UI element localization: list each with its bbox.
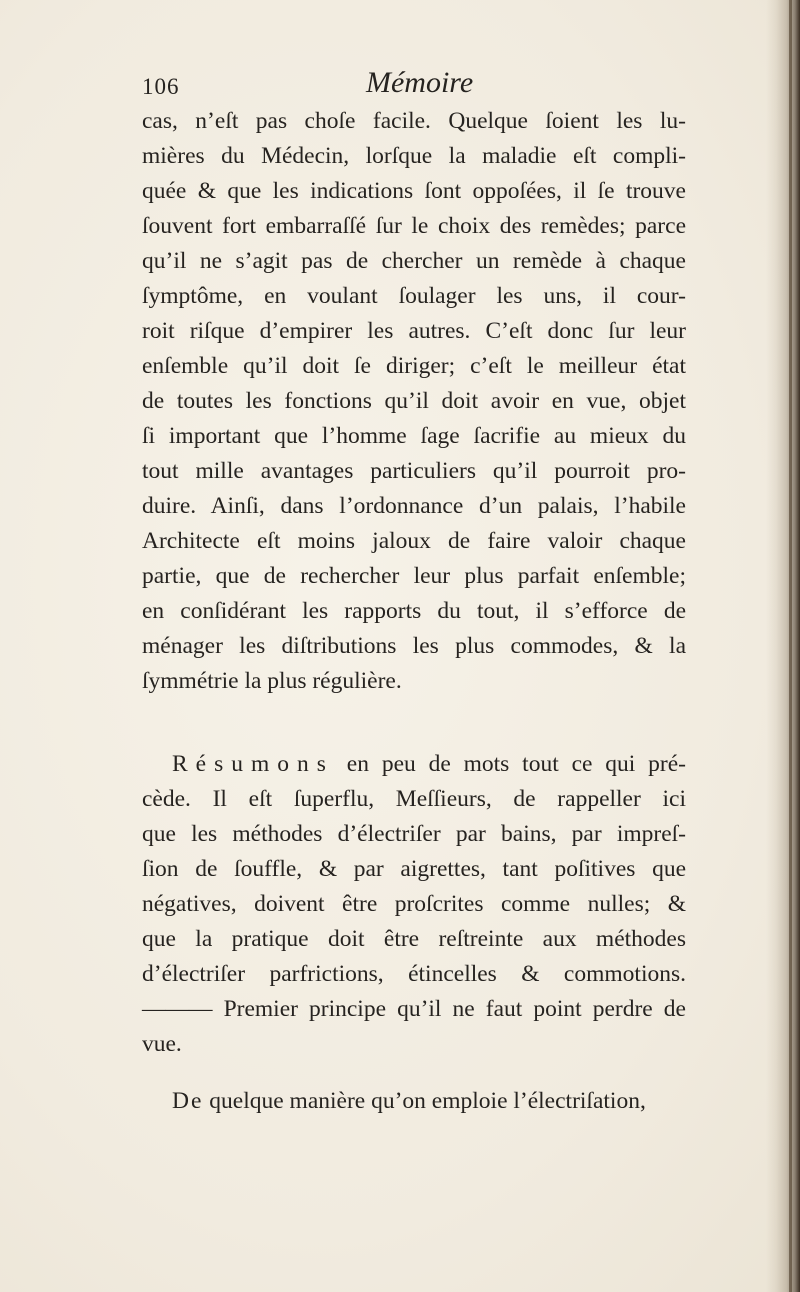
text-line: ménager les diſtributions les plus commodes, & la xyxy=(142,633,686,659)
paragraph-1 xyxy=(142,104,686,699)
page-header xyxy=(142,66,682,106)
paragraph-lead-word: De xyxy=(172,1088,204,1114)
text-line-first xyxy=(142,1084,686,1119)
text-line-rest: en peu de mots tout ce qui pré- xyxy=(333,751,686,777)
paragraph-2 xyxy=(142,747,686,1062)
text-line: ſymptôme, en voulant ſoulager les uns, il cour- xyxy=(142,283,686,309)
running-head: Mémoire xyxy=(366,66,474,99)
text-line: de toutes les fonctions qu’il doit avoir en vue, objet xyxy=(142,388,686,414)
text-line: ——— Premier principe qu’il ne faut point perdre de xyxy=(142,996,686,1022)
text-line: enſemble qu’il doit ſe diriger; c’eſt le meilleur état xyxy=(142,353,686,379)
text-line: duire. Ainſi, dans l’ordonnance d’un palais, l’habile xyxy=(142,493,686,519)
text-line: roit riſque d’empirer les autres. C’eſt donc ſur leur xyxy=(142,318,686,344)
text-line-first xyxy=(142,747,686,782)
page-edge-line xyxy=(789,0,792,1292)
paragraph-3 xyxy=(142,1084,686,1119)
text-line: ſion de ſouffle, & par aigrettes, tant poſitives que xyxy=(142,856,686,882)
text-line: partie, que de rechercher leur plus parfait enſemble; xyxy=(142,563,686,589)
text-line: cède. Il eſt ſuperflu, Meſſieurs, de rappeller ici xyxy=(142,786,686,812)
text-line: que les méthodes d’électriſer par bains, par impreſ- xyxy=(142,821,686,847)
text-line: d’électriſer parfrictions, étincelles & commotions. xyxy=(142,961,686,987)
text-line: cas, n’eſt pas choſe facile. Quelque ſoient les lu- xyxy=(142,108,686,134)
text-line: en conſidérant les rapports du tout, il s’efforce de xyxy=(142,598,686,624)
text-line: négatives, doivent être proſcrites comme nulles; & xyxy=(142,891,686,917)
text-line: vue. xyxy=(142,1031,182,1057)
text-line: tout mille avantages particuliers qu’il pourroit pro- xyxy=(142,458,686,484)
text-line: ſouvent fort embarraſſé ſur le choix des remèdes; parce xyxy=(142,213,686,239)
text-line: Architecte eſt moins jaloux de faire valoir chaque xyxy=(142,528,686,554)
text-line: que la pratique doit être reſtreinte aux méthodes xyxy=(142,926,686,952)
text-line: quée & que les indications ſont oppoſées, il ſe trouve xyxy=(142,178,686,204)
body-text xyxy=(142,104,686,1119)
paragraph-lead-word: Résumons xyxy=(172,751,334,777)
text-line: ſi important que l’homme ſage ſacrifie au mieux du xyxy=(142,423,686,449)
page-edge-shadow xyxy=(766,0,800,1292)
text-line: mières du Médecin, lorſque la maladie eſt compli- xyxy=(142,143,686,169)
text-line-rest: quelque manière qu’on emploie l’électriſation, xyxy=(203,1088,646,1114)
text-line: qu’il ne s’agit pas de chercher un remède à chaque xyxy=(142,248,686,274)
page-number: 106 xyxy=(142,74,180,99)
text-line: ſymmétrie la plus régulière. xyxy=(142,668,402,694)
